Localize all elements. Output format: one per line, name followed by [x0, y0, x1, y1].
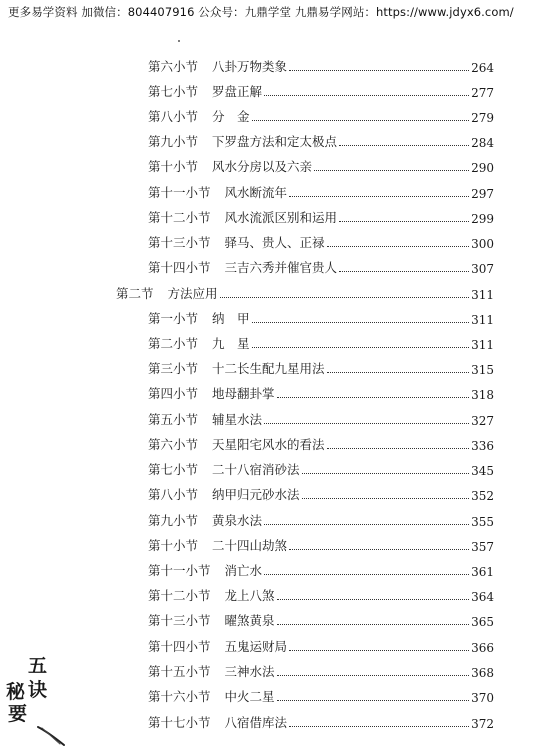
toc-entry[interactable]: [148, 685, 494, 705]
toc-entry-page: 361: [471, 565, 494, 579]
toc-entry-title: 八宿借库法: [224, 715, 288, 730]
toc-entry-label: 第十三小节: [148, 235, 211, 250]
toc-entry-page: 364: [471, 590, 494, 604]
toc-entry-page: 357: [471, 540, 494, 554]
toc-entry-title: 二十四山劫煞: [212, 538, 288, 553]
toc-entry-label: 第九小节: [148, 134, 199, 149]
toc-entry-label: 第三小节: [148, 361, 199, 376]
toc-entry[interactable]: [148, 559, 494, 579]
toc-entry-label: 第十一小节: [148, 185, 211, 200]
toc-entry[interactable]: [148, 382, 494, 402]
toc-entry-title: 地母翻卦掌: [212, 386, 275, 401]
toc-entry[interactable]: [148, 711, 494, 731]
toc-entry-label: 第二节: [116, 286, 154, 301]
leader-dots: [327, 448, 470, 449]
toc-entry-page: 368: [471, 666, 494, 680]
source-header-line: 更多易学资料 加微信：804407916 公众号：九鼎学堂 九鼎易学网站：https://www.jdyx6.com/: [8, 5, 514, 19]
toc-entry-label: 第八小节: [148, 487, 199, 502]
toc-entry-title: 八卦万物类象: [212, 59, 288, 74]
leader-dots: [289, 726, 469, 727]
stamp-char: 要: [8, 703, 28, 725]
toc-entry-title: 五鬼运财局: [224, 639, 288, 654]
toc-entry-label: 第十一小节: [148, 563, 211, 578]
toc-entry-page: 277: [471, 86, 494, 100]
toc-entry-label: 第十小节: [148, 538, 199, 553]
scan-speck: [178, 40, 180, 42]
toc-entry-page: 311: [471, 338, 494, 352]
leader-dots: [277, 624, 470, 625]
stamp-char: 秘: [6, 681, 26, 703]
toc-entry-title: 方法应用: [167, 286, 218, 301]
toc-entry[interactable]: [148, 483, 494, 503]
toc-entry-page: 284: [471, 136, 494, 150]
toc-entry[interactable]: [148, 181, 494, 201]
toc-entry-title: 九 星: [212, 336, 250, 351]
toc-entry-page: 315: [471, 363, 494, 377]
toc-entry-title: 消亡水: [224, 563, 263, 578]
leader-dots: [289, 196, 469, 197]
leader-dots: [264, 423, 469, 424]
toc-entry-label: 第二小节: [148, 336, 199, 351]
toc-entry-page: 318: [471, 388, 494, 402]
toc-entry[interactable]: [148, 80, 494, 100]
toc-entry-label: 第八小节: [148, 109, 199, 124]
leader-dots: [327, 246, 470, 247]
toc-entry-page: 336: [471, 439, 494, 453]
toc-entry-page: 279: [471, 111, 494, 125]
toc-entry[interactable]: [148, 609, 494, 629]
brush-stroke-icon: [36, 725, 66, 747]
toc-entry[interactable]: [148, 231, 494, 251]
leader-dots: [289, 650, 469, 651]
toc-entry-title: 纳 甲: [212, 311, 250, 326]
toc-entry[interactable]: [148, 206, 494, 226]
toc-entry-page: 345: [471, 464, 494, 478]
toc-entry-label: 第五小节: [148, 412, 199, 427]
toc-entry-title: 中火二星: [224, 689, 275, 704]
toc-entry-page: 311: [471, 313, 494, 327]
toc-entry-label: 第十小节: [148, 159, 199, 174]
toc-entry-title: 二十八宿消砂法: [212, 462, 300, 477]
leader-dots: [277, 700, 470, 701]
toc-entry[interactable]: [148, 256, 494, 276]
toc-entry-label: 第七小节: [148, 84, 199, 99]
toc-entry[interactable]: [148, 509, 494, 529]
toc-entry-label: 第七小节: [148, 462, 199, 477]
leader-dots: [289, 70, 469, 71]
toc-entry-page: 366: [471, 641, 494, 655]
toc-entry-label: 第四小节: [148, 386, 199, 401]
toc-entry-title: 风水流派区别和运用: [224, 210, 338, 225]
toc-entry-title: 驿马、贵人、正禄: [224, 235, 325, 250]
toc-entry-title: 三吉六秀并催官贵人: [224, 260, 338, 275]
toc-entry-label: 第六小节: [148, 437, 199, 452]
toc-entry-title: 纳甲归元砂水法: [212, 487, 300, 502]
toc-entry[interactable]: [148, 433, 494, 453]
leader-dots: [339, 221, 469, 222]
leader-dots: [277, 599, 470, 600]
leader-dots: [277, 397, 470, 398]
toc-entry-label: 第十二小节: [148, 588, 211, 603]
toc-entry-label: 第一小节: [148, 311, 199, 326]
toc-entry-label: 第九小节: [148, 513, 199, 528]
toc-entry[interactable]: [148, 55, 494, 75]
toc-entry-title: 罗盘正解: [212, 84, 263, 99]
toc-entry[interactable]: [148, 130, 494, 150]
toc-entry[interactable]: [148, 408, 494, 428]
toc-entry-page: 299: [471, 212, 494, 226]
toc-entry[interactable]: [148, 357, 494, 377]
toc-entry-label: 第六小节: [148, 59, 199, 74]
toc-entry-page: 355: [471, 515, 494, 529]
leader-dots: [220, 297, 470, 298]
toc-entry-label: 第十三小节: [148, 613, 211, 628]
leader-dots: [314, 170, 469, 171]
toc-entry-label: 第十六小节: [148, 689, 211, 704]
toc-entry[interactable]: [148, 584, 494, 604]
toc-entry-label: 第十四小节: [148, 260, 211, 275]
toc-entry-title: 下罗盘方法和定太极点: [212, 134, 338, 149]
toc-entry-page: 352: [471, 489, 494, 503]
toc-entry[interactable]: [148, 534, 494, 554]
toc-entry-page: 297: [471, 187, 494, 201]
toc-entry-title: 分 金: [212, 109, 250, 124]
toc-section-entry[interactable]: [116, 282, 494, 302]
leader-dots: [252, 347, 470, 348]
toc-entry-title: 三神水法: [224, 664, 275, 679]
toc-entry-title: 黄泉水法: [212, 513, 263, 528]
toc-entry-title: 风水断流年: [224, 185, 288, 200]
leader-dots: [277, 675, 470, 676]
leader-dots: [264, 95, 469, 96]
toc-entry-label: 第十七小节: [148, 715, 211, 730]
leader-dots: [264, 574, 469, 575]
toc-entry-title: 龙上八煞: [224, 588, 275, 603]
toc-entry-page: 372: [471, 717, 494, 731]
stamp-char: 诀: [28, 679, 48, 701]
toc-entry[interactable]: [148, 458, 494, 478]
toc-entry-title: 辅星水法: [212, 412, 263, 427]
leader-dots: [264, 524, 469, 525]
toc-entry-label: 第十四小节: [148, 639, 211, 654]
toc-entry[interactable]: [148, 635, 494, 655]
toc-entry[interactable]: [148, 155, 494, 175]
toc-entry-page: 264: [471, 61, 494, 75]
toc-entry-title: 十二长生配九星用法: [212, 361, 325, 376]
toc-entry-label: 第十二小节: [148, 210, 211, 225]
toc-entry-page: 370: [471, 691, 494, 705]
leader-dots: [289, 549, 469, 550]
toc-entry-label: 第十五小节: [148, 664, 211, 679]
leader-dots: [302, 498, 470, 499]
leader-dots: [252, 322, 470, 323]
toc-entry[interactable]: [148, 660, 494, 680]
book-title-stamp: [6, 651, 70, 747]
toc-entry[interactable]: [148, 105, 494, 125]
toc-entry[interactable]: [148, 332, 494, 352]
toc-entry-page: 300: [471, 237, 494, 251]
toc-entry-page: 307: [471, 262, 494, 276]
toc-entry[interactable]: [148, 307, 494, 327]
toc-entry-page: 365: [471, 615, 494, 629]
toc-entry-page: 327: [471, 414, 494, 428]
leader-dots: [339, 145, 469, 146]
leader-dots: [302, 473, 470, 474]
leader-dots: [252, 120, 470, 121]
leader-dots: [339, 271, 469, 272]
toc-entry-page: 311: [471, 288, 494, 302]
leader-dots: [327, 372, 470, 373]
toc-entry-title: 曜煞黄泉: [224, 613, 275, 628]
stamp-char: 五: [28, 655, 48, 677]
toc-entry-title: 天星阳宅风水的看法: [212, 437, 325, 452]
toc-entry-page: 290: [471, 161, 494, 175]
toc-entry-title: 风水分房以及六亲: [212, 159, 313, 174]
